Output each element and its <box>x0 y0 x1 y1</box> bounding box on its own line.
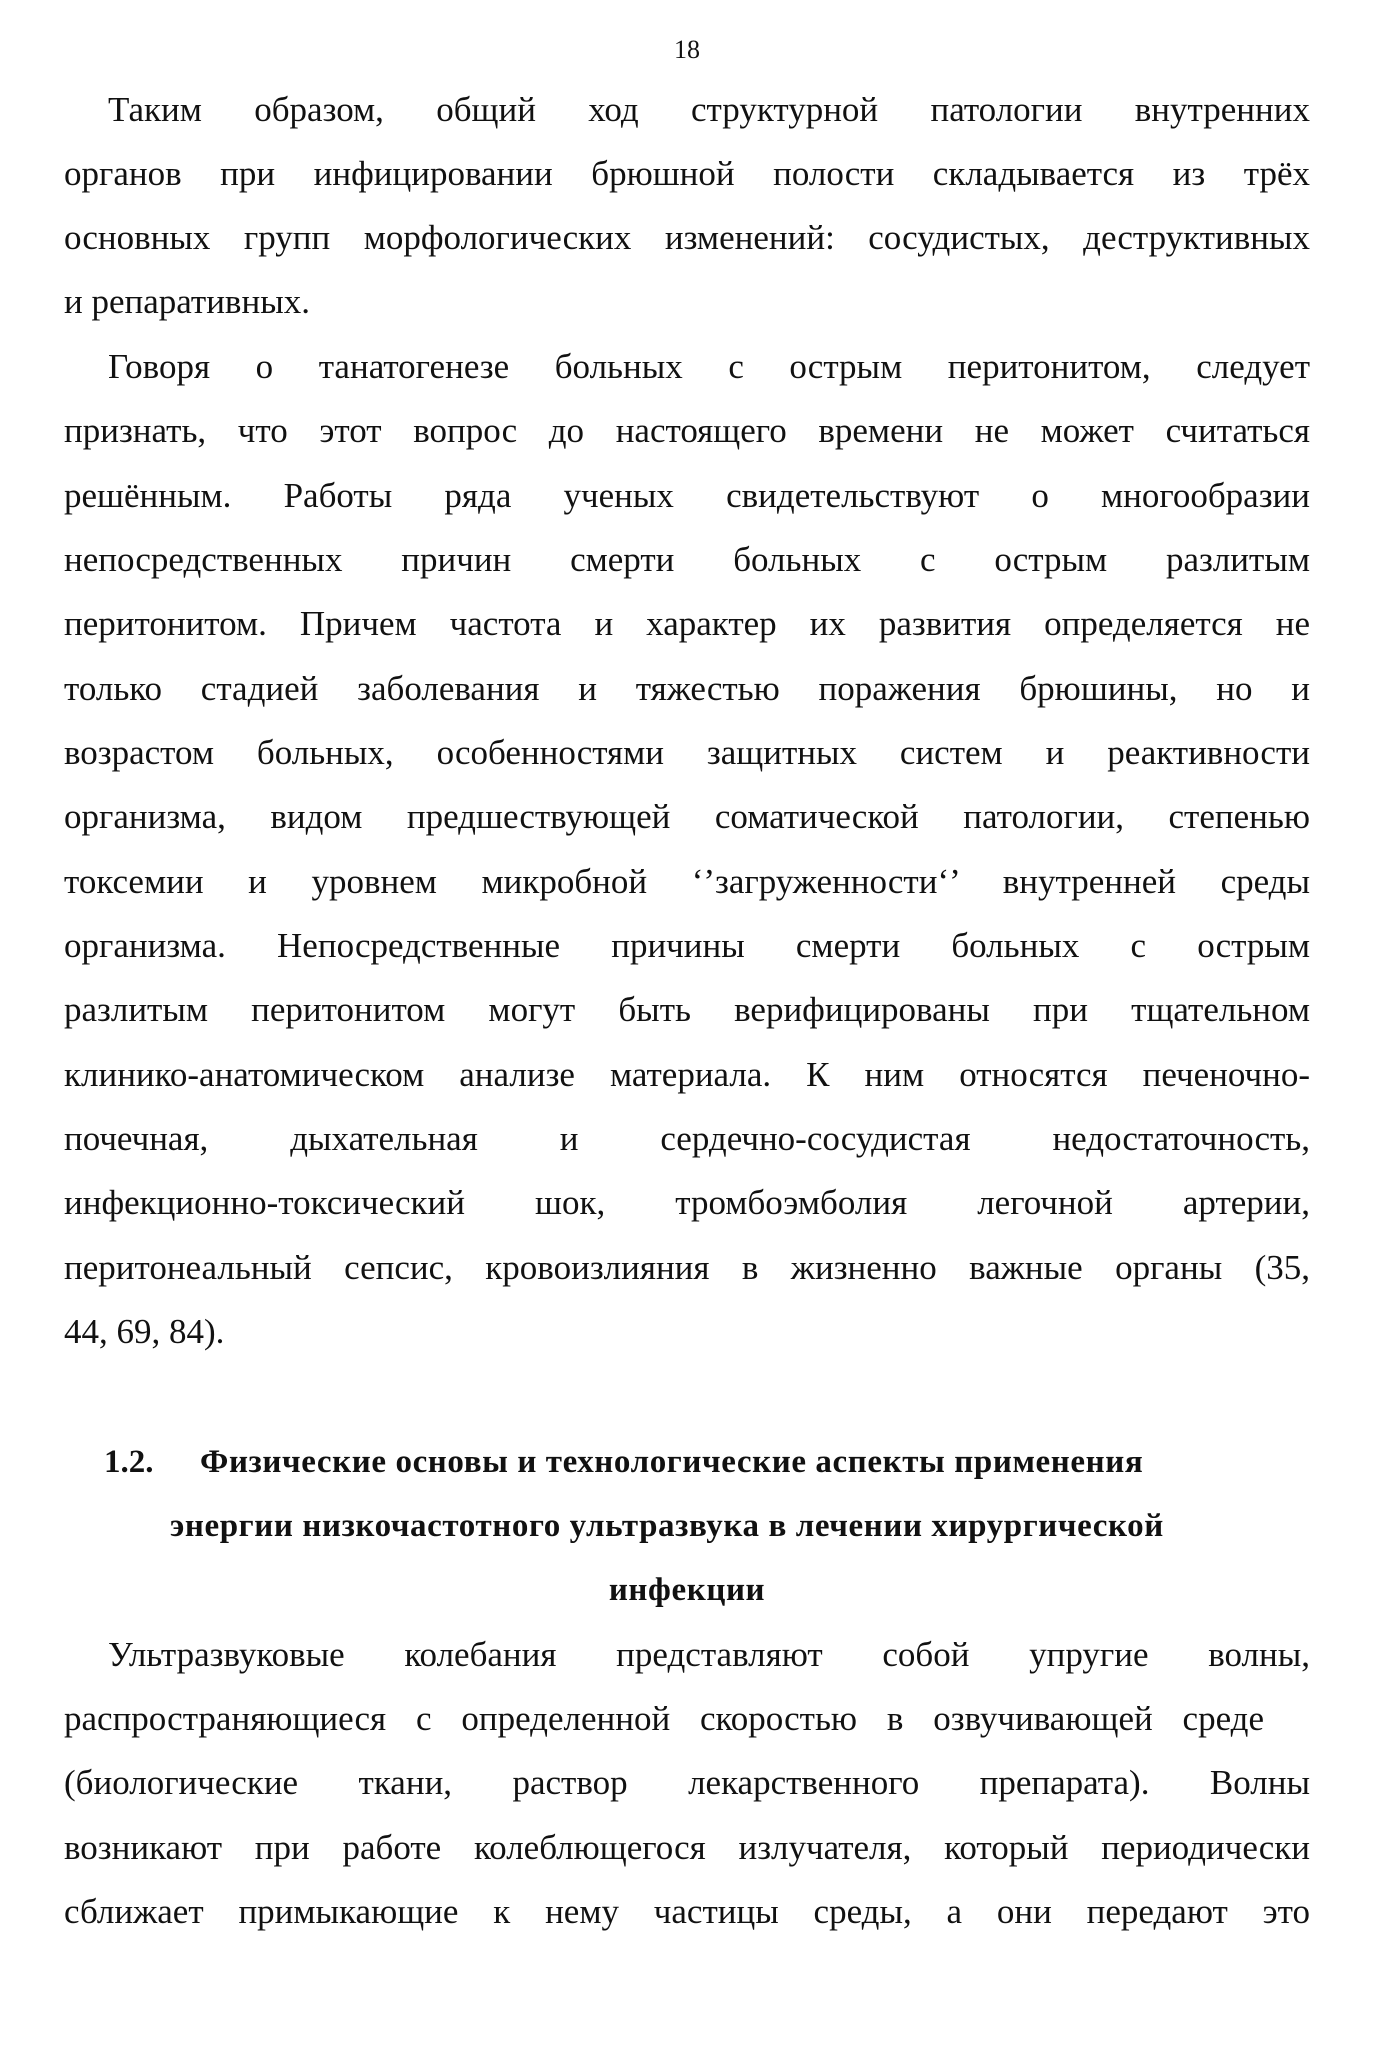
paragraph-3-line-1: Ультразвуковые колебания представляют собой упругие волны, <box>108 1635 1310 1674</box>
paragraph-3-line-2: распространяющиеся с определенной скоростью в озвучивающей среде <box>64 1699 1264 1738</box>
paragraph-1-line-1: Таким образом, общий ход структурной патологии внутренних <box>108 90 1310 129</box>
paragraph-3-line-3: (биологические ткани, раствор лекарственного препарата). Волны <box>64 1763 1310 1802</box>
paragraph-2-line-14: инфекционно-токсический шок, тромбоэмболия легочной артерии, <box>64 1183 1310 1222</box>
paragraph-1-line-2: органов при инфицировании брюшной полости складывается из трёх <box>64 154 1310 193</box>
paragraph-2-line-1: Говоря о танатогенезе больных с острым перитонитом, следует <box>108 347 1310 386</box>
paragraph-2-line-10: организма. Непосредственные причины смерти больных с острым <box>64 926 1310 965</box>
paragraph-2-line-3: решённым. Работы ряда ученых свидетельствуют о многообразии <box>64 476 1310 515</box>
paragraph-1-line-3: основных групп морфологических изменений: сосудистых, деструктивных <box>64 218 1310 257</box>
section-heading-line-3: инфекции <box>608 1572 766 1608</box>
page-number: 18 <box>674 35 700 64</box>
paragraph-2-line-6: только стадией заболевания и тяжестью поражения брюшины, но и <box>64 669 1310 708</box>
paragraph-3-line-5: сближает примыкающие к нему частицы среды, а они передают это <box>64 1892 1310 1931</box>
paragraph-2-line-7: возрастом больных, особенностями защитных систем и реактивности <box>64 733 1310 772</box>
section-number: 1.2. <box>104 1444 154 1480</box>
paragraph-2-line-12: клинико-анатомическом анализе материала. К ним относятся печеночно- <box>64 1055 1310 1094</box>
paragraph-2-line-2: признать, что этот вопрос до настоящего времени не может считаться <box>64 411 1310 450</box>
paragraph-3-line-4: возникают при работе колеблющегося излучателя, который периодически <box>64 1828 1310 1867</box>
paragraph-2-line-11: разлитым перитонитом могут быть верифицированы при тщательном <box>64 990 1310 1029</box>
paragraph-2-line-9: токсемии и уровнем микробной ‘’загруженности‘’ внутренней среды <box>64 862 1310 901</box>
paragraph-2-line-16: 44, 69, 84). <box>64 1312 225 1351</box>
section-heading-line-1: Физические основы и технологические аспекты применения <box>200 1444 1144 1480</box>
paragraph-2-line-13: почечная, дыхательная и сердечно-сосудистая недостаточность, <box>64 1119 1310 1158</box>
paragraph-1-line-4: и репаративных. <box>64 282 310 321</box>
paragraph-2-line-5: перитонитом. Причем частота и характер их развития определяется не <box>64 604 1310 643</box>
paragraph-2-line-15: перитонеальный сепсис, кровоизлияния в жизненно важные органы (35, <box>64 1248 1310 1287</box>
paragraph-2-line-8: организма, видом предшествующей соматической патологии, степенью <box>64 797 1310 836</box>
section-heading-line-2: энергии низкочастотного ультразвука в лечении хирургической <box>170 1508 1164 1544</box>
paragraph-2-line-4: непосредственных причин смерти больных с острым разлитым <box>64 540 1310 579</box>
